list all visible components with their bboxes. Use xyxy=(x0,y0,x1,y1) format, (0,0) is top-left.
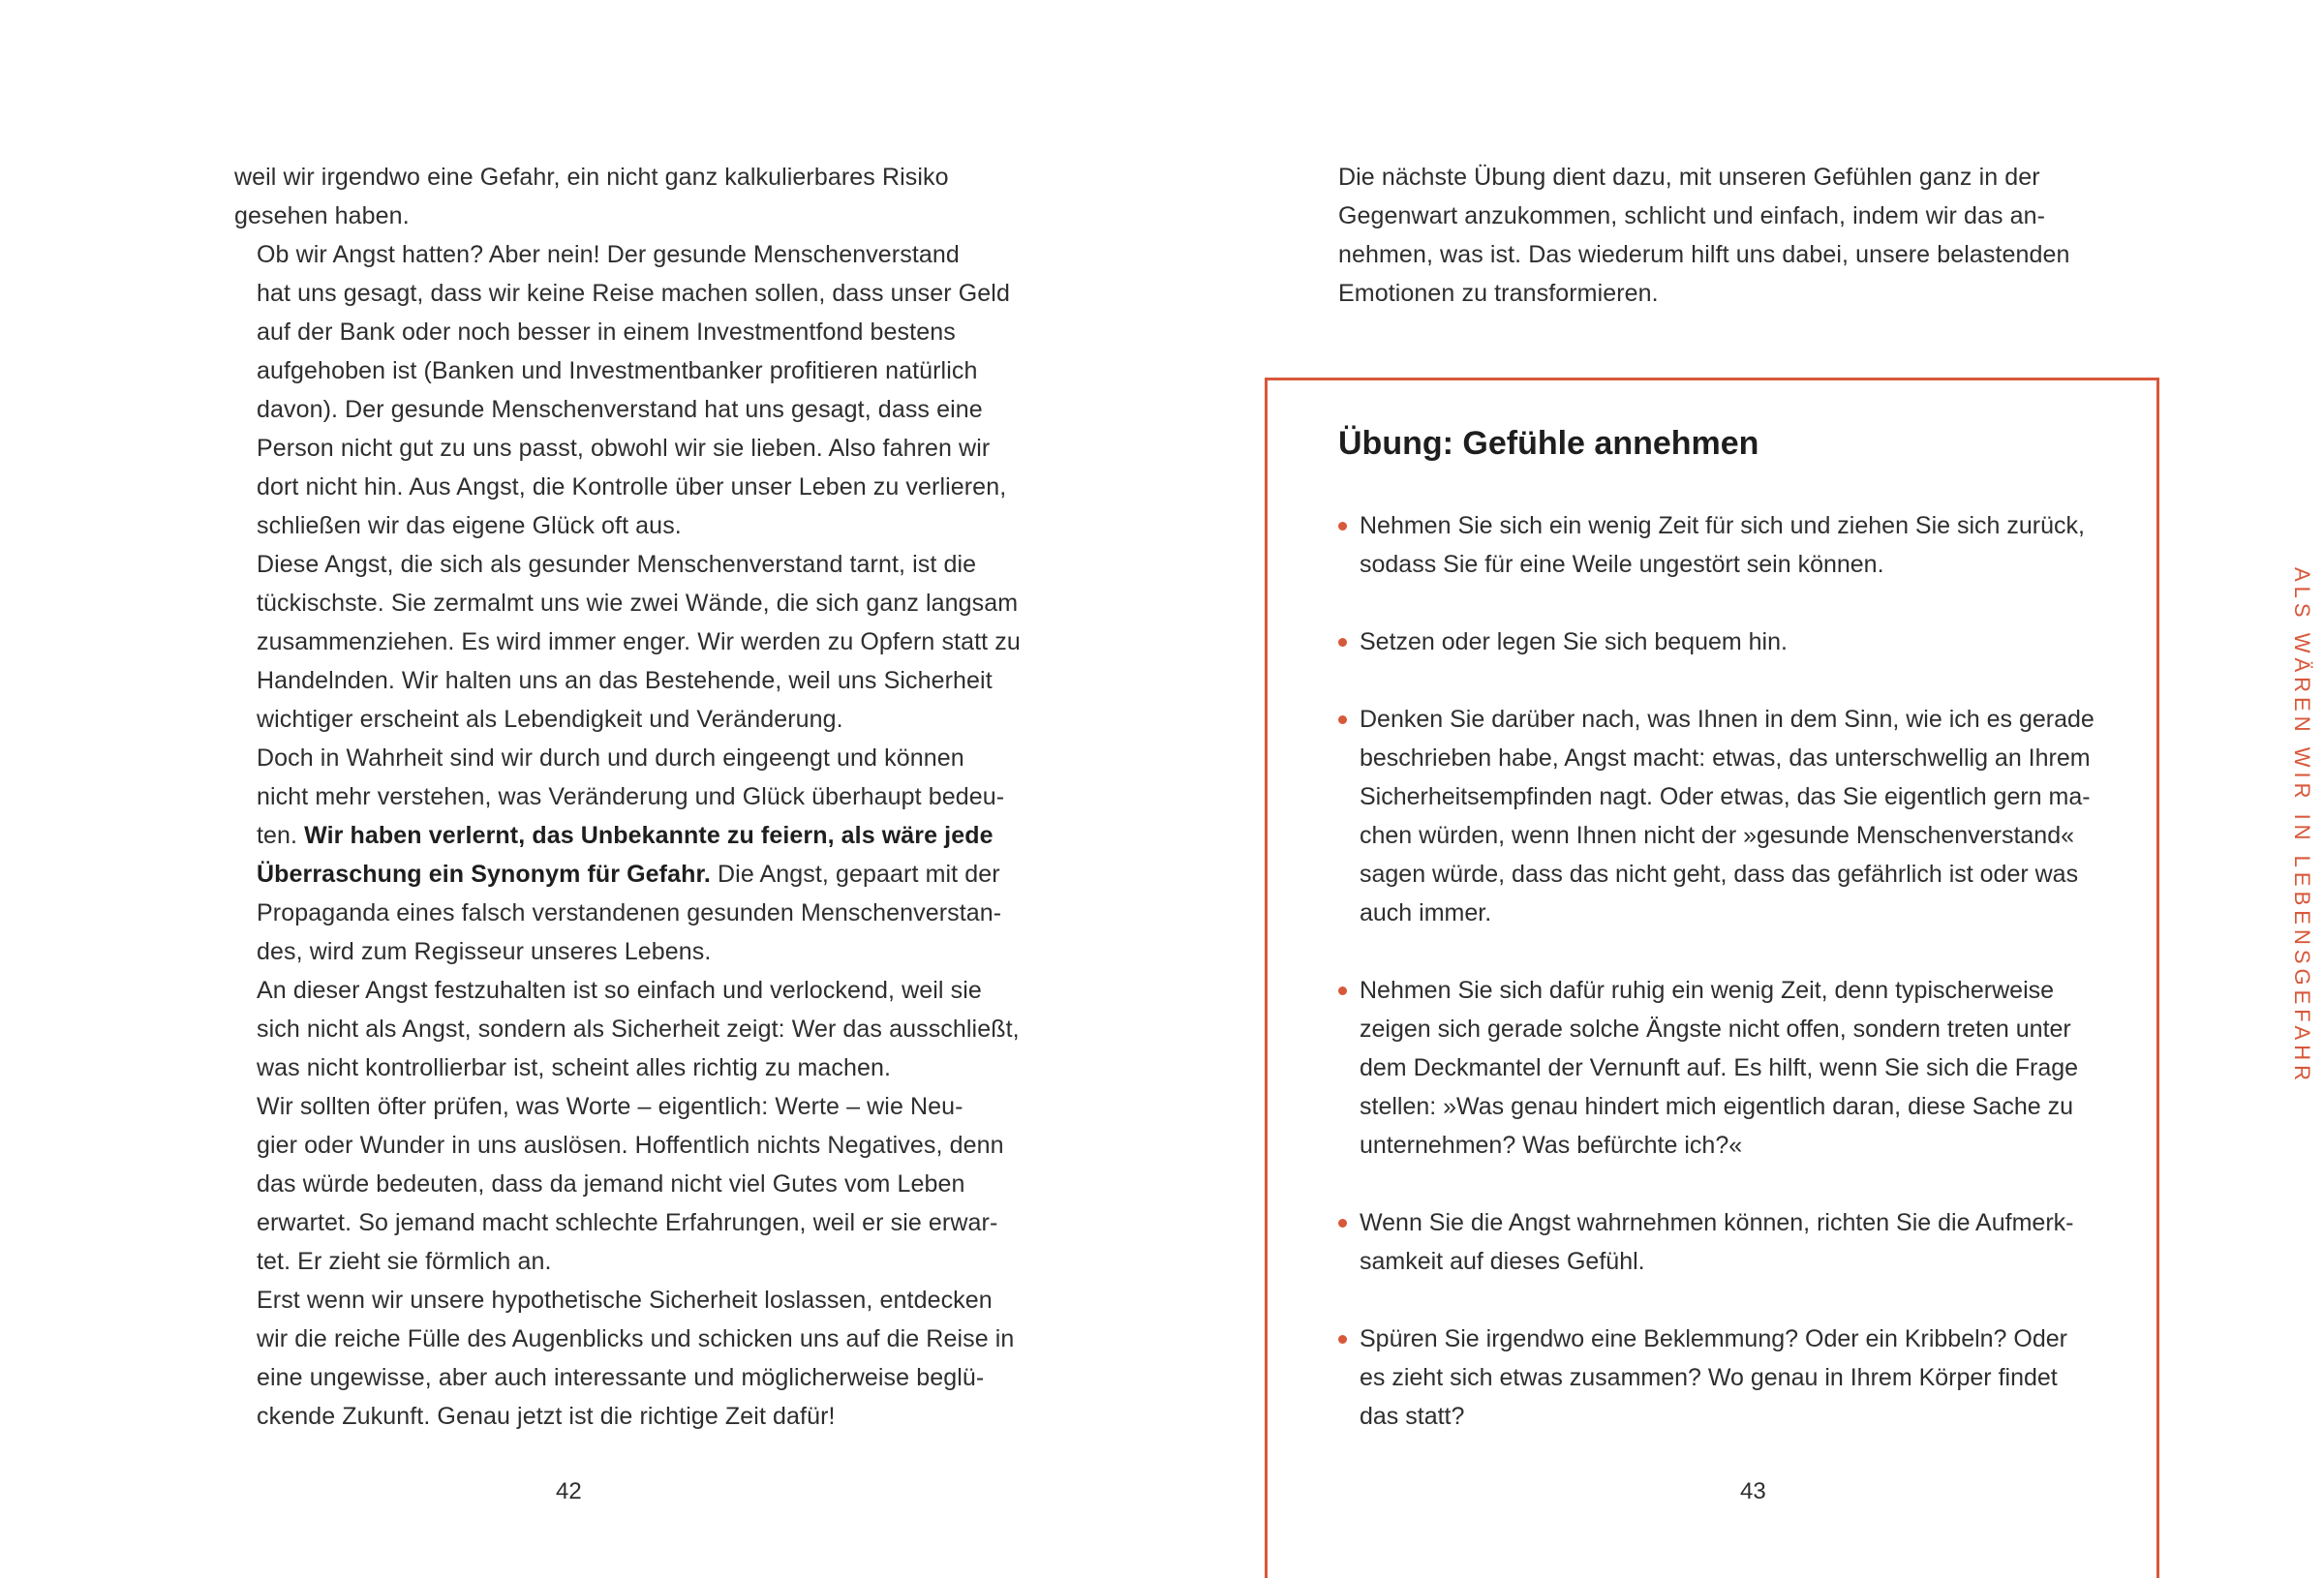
text-line: Handelnden. Wir halten uns an das Bestehende, weil uns Sicherheit xyxy=(257,667,993,694)
paragraph-with-emphasis xyxy=(234,739,1009,971)
text-line: nehmen, was ist. Das wiederum hilft uns dabei, unsere belastenden xyxy=(1338,241,2070,268)
right-page xyxy=(1162,0,2324,1561)
text-line: sodass Sie für eine Weile ungestört sein können. xyxy=(1360,551,1884,578)
text-line: Denken Sie darüber nach, was Ihnen in dem Sinn, wie ich es gerade xyxy=(1360,706,2095,733)
text-line: tet. Er zieht sie förmlich an. xyxy=(257,1248,552,1275)
bullet-icon xyxy=(1338,638,1347,647)
paragraph xyxy=(234,1087,1009,1281)
paragraph xyxy=(234,545,1021,739)
text-line: erwartet. So jemand macht schlechte Erfahrungen, weil er sie erwar- xyxy=(257,1209,998,1236)
exercise-bullet-list xyxy=(1338,506,2113,1474)
list-item xyxy=(1338,1320,2113,1436)
paragraph xyxy=(234,971,1020,1087)
list-item xyxy=(1338,622,2113,661)
exercise-title: Übung: Gefühle annehmen xyxy=(1338,425,1759,462)
bullet-icon xyxy=(1338,1219,1347,1228)
text-line: Ob wir Angst hatten? Aber nein! Der gesunde Menschenverstand xyxy=(257,241,960,268)
bullet-icon xyxy=(1338,522,1347,531)
emphasis-text: Überraschung ein Synonym für Gefahr. xyxy=(257,861,711,888)
paragraph xyxy=(234,235,1009,545)
text-line: Propaganda eines falsch verstandenen gesunden Menschenverstan- xyxy=(257,899,1002,926)
text-line: Die nächste Übung dient dazu, mit unseren Gefühlen ganz in der xyxy=(1338,164,2040,191)
text-line: ckende Zukunft. Genau jetzt ist die richtige Zeit dafür! xyxy=(257,1403,836,1430)
text-line: weil wir irgendwo eine Gefahr, ein nicht ganz kalkulierbares Risiko xyxy=(234,164,949,191)
list-item xyxy=(1338,971,2113,1165)
text-line: zeigen sich gerade solche Ängste nicht offen, sondern treten unter xyxy=(1360,1016,2071,1043)
text-fragment: Die Angst, gepaart mit der xyxy=(710,861,1000,888)
list-item xyxy=(1338,1203,2113,1281)
text-line: Nehmen Sie sich ein wenig Zeit für sich und ziehen Sie sich zurück, xyxy=(1360,512,2085,539)
text-line: gesehen haben. xyxy=(234,202,410,229)
list-item xyxy=(1338,700,2113,932)
text-line: samkeit auf dieses Gefühl. xyxy=(1360,1248,1645,1275)
text-line: sagen würde, dass das nicht geht, dass das gefährlich ist oder was xyxy=(1360,861,2079,888)
text-line: sich nicht als Angst, sondern als Sicherheit zeigt: Wer das ausschließt, xyxy=(257,1016,1020,1043)
text-line: wichtiger erscheint als Lebendigkeit und Veränderung. xyxy=(257,706,843,733)
bullet-icon xyxy=(1338,715,1347,724)
paragraph xyxy=(234,1281,1015,1436)
page-number: 42 xyxy=(556,1478,582,1504)
text-line: das statt? xyxy=(1360,1403,1465,1430)
text-line: Doch in Wahrheit sind wir durch und durch eingeengt und können xyxy=(257,744,964,772)
text-line: Sicherheitsempfinden nagt. Oder etwas, das Sie eigentlich gern ma- xyxy=(1360,783,2091,810)
text-line: Person nicht gut zu uns passt, obwohl wir sie lieben. Also fahren wir xyxy=(257,435,991,462)
text-line xyxy=(234,855,1009,894)
bullet-icon xyxy=(1338,1335,1347,1344)
text-line: dort nicht hin. Aus Angst, die Kontrolle über unser Leben zu verlieren, xyxy=(257,473,1007,501)
text-line: davon). Der gesunde Menschenverstand hat uns gesagt, dass eine xyxy=(257,396,983,423)
text-line: das würde bedeuten, dass da jemand nicht viel Gutes vom Leben xyxy=(257,1170,965,1198)
bullet-icon xyxy=(1338,986,1347,995)
text-line: wir die reiche Fülle des Augenblicks und schicken uns auf die Reise in xyxy=(257,1325,1015,1352)
text-line: aufgehoben ist (Banken und Investmentbanker profitieren natürlich xyxy=(257,357,978,384)
text-line: hat uns gesagt, dass wir keine Reise machen sollen, dass unser Geld xyxy=(257,280,1010,307)
text-line: Nehmen Sie sich dafür ruhig ein wenig Zeit, denn typischerweise xyxy=(1360,977,2055,1004)
text-line: Emotionen zu transformieren. xyxy=(1338,280,1659,307)
text-line: Setzen oder legen Sie sich bequem hin. xyxy=(1360,628,1788,655)
text-line: An dieser Angst festzuhalten ist so einfach und verlockend, weil sie xyxy=(257,977,982,1004)
text-fragment: ten. xyxy=(257,822,305,849)
chapter-side-label: ALS WÄREN WIR IN LEBENSGEFAHR xyxy=(2290,567,2314,1085)
text-line xyxy=(234,816,1009,855)
intro-text xyxy=(1338,158,2113,313)
text-line: auch immer. xyxy=(1360,899,1492,926)
text-line: auf der Bank oder noch besser in einem Investmentfond bestens xyxy=(257,319,956,346)
text-line: Wir sollten öfter prüfen, was Worte – eigentlich: Werte – wie Neu- xyxy=(257,1093,963,1120)
text-line: chen würden, wenn Ihnen nicht der »gesunde Menschenverstand« xyxy=(1360,822,2075,849)
text-line: nicht mehr verstehen, was Veränderung und Glück überhaupt bedeu- xyxy=(257,783,1005,810)
left-body-text xyxy=(234,158,1021,1436)
text-line: es zieht sich etwas zusammen? Wo genau in Ihrem Körper findet xyxy=(1360,1364,2058,1391)
text-line: des, wird zum Regisseur unseres Lebens. xyxy=(257,938,712,965)
text-line: Erst wenn wir unsere hypothetische Sicherheit loslassen, entdecken xyxy=(257,1287,993,1314)
emphasis-text: Wir haben verlernt, das Unbekannte zu feiern, als wäre jede xyxy=(304,822,994,849)
text-line: zusammenziehen. Es wird immer enger. Wir werden zu Opfern statt zu xyxy=(257,628,1021,655)
text-line: gier oder Wunder in uns auslösen. Hoffentlich nichts Negatives, denn xyxy=(257,1132,1004,1159)
text-line: tückischste. Sie zermalmt uns wie zwei Wände, die sich ganz langsam xyxy=(257,590,1019,617)
text-line: unternehmen? Was befürchte ich?« xyxy=(1360,1132,1743,1159)
page-number: 43 xyxy=(1740,1478,1766,1504)
text-line: Spüren Sie irgendwo eine Beklemmung? Oder ein Kribbeln? Oder xyxy=(1360,1325,2067,1352)
list-item xyxy=(1338,506,2113,584)
text-line: was nicht kontrollierbar ist, scheint alles richtig zu machen. xyxy=(257,1054,892,1081)
text-line: stellen: »Was genau hindert mich eigentlich daran, diese Sache zu xyxy=(1360,1093,2074,1120)
text-line: Diese Angst, die sich als gesunder Menschenverstand tarnt, ist die xyxy=(257,551,977,578)
text-line: schließen wir das eigene Glück oft aus. xyxy=(257,512,682,539)
paragraph xyxy=(234,158,1009,235)
text-line: Wenn Sie die Angst wahrnehmen können, richten Sie die Aufmerk- xyxy=(1360,1209,2074,1236)
text-line: dem Deckmantel der Vernunft auf. Es hilft, wenn Sie sich die Frage xyxy=(1360,1054,2079,1081)
text-line: eine ungewisse, aber auch interessante und möglicherweise beglü- xyxy=(257,1364,985,1391)
left-page xyxy=(0,0,1162,1561)
text-line: beschrieben habe, Angst macht: etwas, das unterschwellig an Ihrem xyxy=(1360,744,2091,772)
text-line: Gegenwart anzukommen, schlicht und einfach, indem wir das an- xyxy=(1338,202,2046,229)
